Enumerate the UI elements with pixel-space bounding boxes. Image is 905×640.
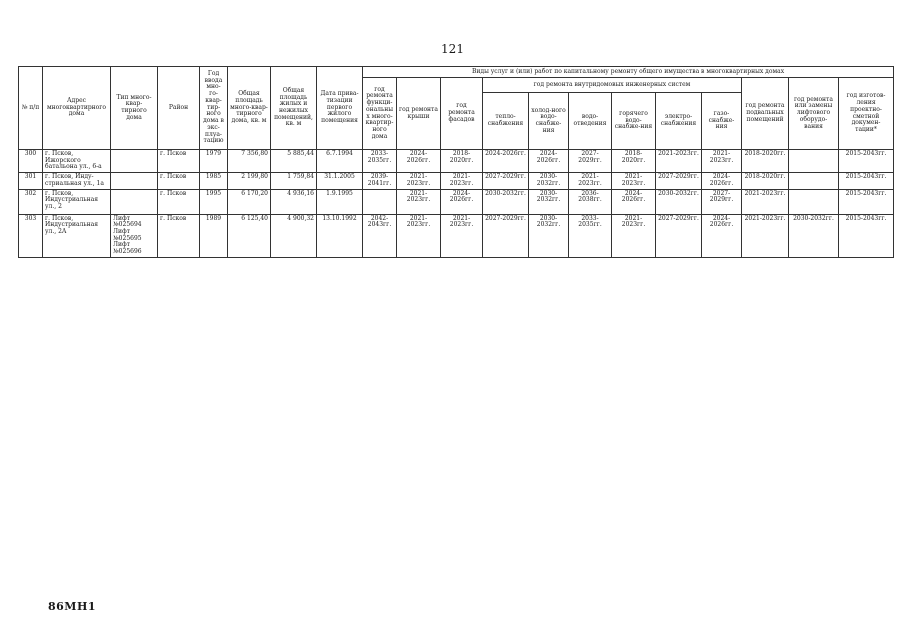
header-total-area: Общая площадь много-квар-тирного дома, кв. м (228, 67, 271, 150)
cell-basement: 2021-2023гг. (742, 189, 789, 214)
cell-design: 2015-2043гг. (839, 150, 894, 173)
header-func-repair: год ремонта функци-ональных много-квартир-ного дома (363, 78, 397, 150)
cell-living: 1 759,84 (271, 173, 317, 189)
header-facade: год ремонта фасадов (441, 78, 483, 150)
cell-design: 2015-2043гг. (839, 189, 894, 214)
cell-district: г. Псков (158, 173, 200, 189)
cell-lift: 2030-2032гг. (789, 214, 839, 257)
cell-district: г. Псков (158, 189, 200, 214)
header-district: Район (158, 67, 200, 150)
cell-lift (789, 189, 839, 214)
table-row (19, 173, 894, 189)
header-privatization-date: Дата прива-тизации первого жилого помещения (317, 67, 363, 150)
table-row (19, 150, 894, 173)
document-stamp: 86МН1 (48, 600, 97, 613)
cell-type (111, 189, 158, 214)
cell-roof: 2021-2023гг. (397, 173, 441, 189)
cell-drain: 2033-2035гг. (569, 214, 612, 257)
header-roof: год ремонта крыши (397, 78, 441, 150)
cell-total: 6 170,20 (228, 189, 271, 214)
cell-roof: 2021-2023гг. (397, 189, 441, 214)
cell-hot: 2021-2023гг. (612, 173, 656, 189)
header-heat: тепло-снабжения (483, 93, 529, 150)
cell-elec: 2030-2032гг. (656, 189, 702, 214)
cell-district: г. Псков (158, 214, 200, 257)
header-address: Адрес многоквартирного дома (43, 67, 111, 150)
cell-living: 4 936,16 (271, 189, 317, 214)
header-systems-title: год ремонта внутридомовых инженерных систем (483, 78, 742, 93)
cell-date: 6.7.1994 (317, 150, 363, 173)
cell-hot: 2024-2026гг. (612, 189, 656, 214)
cell-func (363, 189, 397, 214)
cell-heat: 2027-2029гг. (483, 214, 529, 257)
cell-living: 4 900,32 (271, 214, 317, 257)
cell-num: 303 (19, 214, 43, 257)
cell-address: г. Псков, Ижорского батальона ул., 6-а (43, 150, 111, 173)
header-gas: газо-снабже-ния (702, 93, 742, 150)
cell-date: 1.9.1995 (317, 189, 363, 214)
cell-elec: 2021-2023гг. (656, 150, 702, 173)
housing-register-table (18, 66, 894, 258)
cell-address: г. Псков, Индустриальная ул., 2А (43, 214, 111, 257)
header-drainage: водо-отведения (569, 93, 612, 150)
header-services-title: Виды услуг и (или) работ по капитальному ремонту общего имущества в многоквартирных домах (363, 67, 894, 78)
header-hot-water: горячего водо-снабже-ния (612, 93, 656, 150)
header-basement: год ремонта подвальных помещений (742, 78, 789, 150)
cell-num: 302 (19, 189, 43, 214)
cell-hot: 2018-2020гг. (612, 150, 656, 173)
cell-total: 2 199,80 (228, 173, 271, 189)
cell-cold: 2030-2032гг. (529, 173, 569, 189)
header-living-area: Общая площадь жилых и нежилых помещений, кв. м (271, 67, 317, 150)
cell-gas: 2027-2029гг. (702, 189, 742, 214)
cell-year: 1995 (200, 189, 228, 214)
cell-func: 2042-2043гг. (363, 214, 397, 257)
header-type: Тип много-квар-тирного дома (111, 67, 158, 150)
cell-drain: 2021-2023гг. (569, 173, 612, 189)
header-lift: год ремонта или замены лифтового оборудо-вания (789, 78, 839, 150)
cell-lift (789, 173, 839, 189)
cell-drain: 2027-2029гг. (569, 150, 612, 173)
cell-gas: 2024-2026гг. (702, 173, 742, 189)
cell-facade: 2018-2020гг. (441, 150, 483, 173)
cell-type (111, 173, 158, 189)
cell-year: 1979 (200, 150, 228, 173)
cell-cold: 2030-2032гг. (529, 214, 569, 257)
cell-lift (789, 150, 839, 173)
cell-date: 13.10.1992 (317, 214, 363, 257)
cell-func: 2033-2035гг. (363, 150, 397, 173)
cell-hot: 2021-2023гг. (612, 214, 656, 257)
cell-elec: 2027-2029гг. (656, 173, 702, 189)
cell-gas: 2024-2026гг. (702, 214, 742, 257)
cell-basement: 2018-2020гг. (742, 150, 789, 173)
cell-func: 2039-2041гг. (363, 173, 397, 189)
cell-cold: 2024-2026гг. (529, 150, 569, 173)
header-design: год изготов-ления проектно-сметной докумен-тации* (839, 78, 894, 150)
cell-drain: 2036-2038гг. (569, 189, 612, 214)
cell-living: 5 885,44 (271, 150, 317, 173)
cell-design: 2015-2043гг. (839, 214, 894, 257)
header-cold-water: холод-ного водо-снабже-ния (529, 93, 569, 150)
cell-heat: 2027-2029гг. (483, 173, 529, 189)
cell-type: Лифт №025694 Лифт №025695 Лифт №025696 (111, 214, 158, 257)
cell-heat: 2030-2032гг. (483, 189, 529, 214)
cell-num: 300 (19, 150, 43, 173)
cell-year: 1985 (200, 173, 228, 189)
cell-elec: 2027-2029гг. (656, 214, 702, 257)
header-electric: электро-снабжения (656, 93, 702, 150)
cell-facade: 2021-2023гг. (441, 214, 483, 257)
cell-basement: 2021-2023гг. (742, 214, 789, 257)
cell-address: г. Псков, Индустриальная ул., 2 (43, 189, 111, 214)
cell-district: г. Псков (158, 150, 200, 173)
cell-year: 1989 (200, 214, 228, 257)
cell-facade: 2024-2026гг. (441, 189, 483, 214)
cell-date: 31.1.2005 (317, 173, 363, 189)
header-year-built: Год ввода мно-го-квар-тир-ного дома в экс-плуа-тацию (200, 67, 228, 150)
cell-type (111, 150, 158, 173)
cell-cold: 2030-2032гг. (529, 189, 569, 214)
cell-gas: 2021-2023гг. (702, 150, 742, 173)
header-num: № п/п (19, 67, 43, 150)
table-row (19, 214, 894, 257)
cell-roof: 2024-2026гг. (397, 150, 441, 173)
cell-address: г. Псков, Инду-стриальная ул., 1а (43, 173, 111, 189)
cell-design: 2015-2043гг. (839, 173, 894, 189)
table-body (19, 150, 894, 258)
cell-total: 7 356,80 (228, 150, 271, 173)
cell-basement: 2018-2020гг. (742, 173, 789, 189)
table-row (19, 189, 894, 214)
cell-total: 6 125,40 (228, 214, 271, 257)
cell-heat: 2024-2026гг. (483, 150, 529, 173)
cell-roof: 2021-2023гг. (397, 214, 441, 257)
cell-facade: 2021-2023гг. (441, 173, 483, 189)
cell-num: 301 (19, 173, 43, 189)
page-number: 121 (441, 42, 464, 56)
